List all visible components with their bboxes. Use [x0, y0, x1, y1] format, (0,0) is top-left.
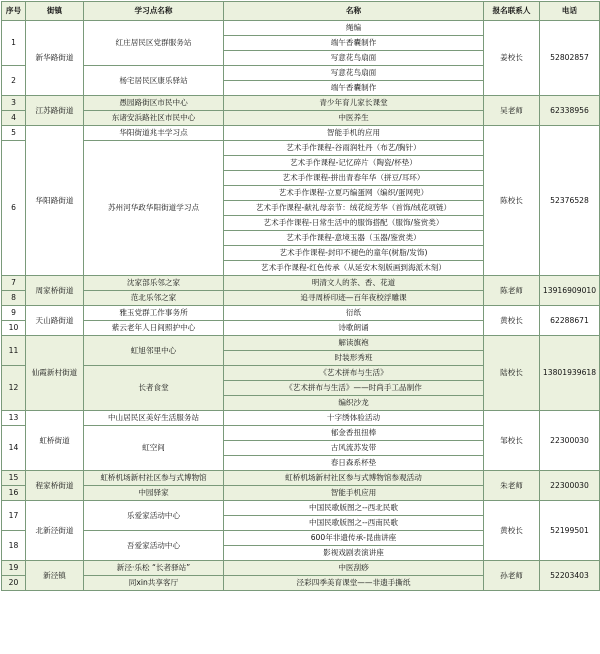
- contact-cell: 姜校长: [484, 21, 540, 96]
- site-cell: 范北乐邻之家: [84, 291, 224, 306]
- header-contact: 报名联系人: [484, 2, 540, 21]
- phone-cell: 62288671: [540, 306, 600, 336]
- course-cell: 绳编: [224, 21, 484, 36]
- site-cell: 新泾·乐松 “长者驿站”: [84, 561, 224, 576]
- header-name: 名称: [224, 2, 484, 21]
- row-no: 1: [2, 21, 26, 66]
- phone-cell: 22300030: [540, 411, 600, 471]
- street-cell: 周家桥街道: [26, 276, 84, 306]
- course-cell: 明清文人的茶、香、花道: [224, 276, 484, 291]
- phone-cell: 22300030: [540, 471, 600, 501]
- row-no: 20: [2, 576, 26, 591]
- course-cell: 艺术手作课程-立夏巧编蛋网（编织/蛋网兜）: [224, 186, 484, 201]
- header-phone: 电话: [540, 2, 600, 21]
- course-cell: 艺术手作课程-意境玉器（玉器/鉴赏类）: [224, 231, 484, 246]
- row-no: 2: [2, 66, 26, 96]
- phone-cell: 13801939618: [540, 336, 600, 411]
- course-cell: 艺术手作课程-封印不褪色的童年(树脂/发饰): [224, 246, 484, 261]
- site-cell: 虹旭邻里中心: [84, 336, 224, 366]
- contact-cell: 陆校长: [484, 336, 540, 411]
- site-cell: 长者食堂: [84, 366, 224, 411]
- phone-cell: 52802857: [540, 21, 600, 96]
- row-no: 4: [2, 111, 26, 126]
- street-cell: 华阳路街道: [26, 126, 84, 276]
- header-no: 序号: [2, 2, 26, 21]
- street-cell: 仙霞新村街道: [26, 336, 84, 411]
- course-cell: 衍纸: [224, 306, 484, 321]
- row-no: 17: [2, 501, 26, 531]
- phone-cell: 52376528: [540, 126, 600, 276]
- street-cell: 程家桥街道: [26, 471, 84, 501]
- course-cell: 智能手机应用: [224, 486, 484, 501]
- street-cell: 天山路街道: [26, 306, 84, 336]
- registration-table: [1, 1, 600, 591]
- row-no: 3: [2, 96, 26, 111]
- site-cell: 苏州河华政华阳街道学习点: [84, 141, 224, 276]
- row-no: 18: [2, 531, 26, 561]
- course-cell: 艺术手作课程-献礼母亲节：绒花绽芳华（首饰/绒花项链）: [224, 201, 484, 216]
- course-cell: 《艺术拼布与生活》——时尚手工品制作: [224, 381, 484, 396]
- site-cell: 乐爱家活动中心: [84, 501, 224, 531]
- site-cell: 中园驿家: [84, 486, 224, 501]
- site-cell: 华阳街道兆丰学习点: [84, 126, 224, 141]
- contact-cell: 陈老师: [484, 276, 540, 306]
- course-cell: 时装形秀班: [224, 351, 484, 366]
- site-cell: 同xin共享客厅: [84, 576, 224, 591]
- course-cell: 艺术手作课程-拼出青春年华（拼豆/耳环）: [224, 171, 484, 186]
- site-cell: 沈家部乐邻之家: [84, 276, 224, 291]
- course-cell: 智能手机的应用: [224, 126, 484, 141]
- contact-cell: 邹校长: [484, 411, 540, 471]
- site-cell: 虹桥机场新村社区参与式博物馆: [84, 471, 224, 486]
- row-no: 5: [2, 126, 26, 141]
- row-no: 6: [2, 141, 26, 276]
- site-cell: 红庄居民区党群服务站: [84, 21, 224, 66]
- street-cell: 虹桥街道: [26, 411, 84, 471]
- contact-cell: 孙老师: [484, 561, 540, 591]
- course-cell: 春日森系杯垫: [224, 456, 484, 471]
- course-cell: 编织沙龙: [224, 396, 484, 411]
- street-cell: 新泾镇: [26, 561, 84, 591]
- phone-cell: 52199501: [540, 501, 600, 561]
- course-cell: 写意花鸟扇面: [224, 66, 484, 81]
- course-cell: 中国民歌版图之--西南民歌: [224, 516, 484, 531]
- course-cell: 古风流苏发带: [224, 441, 484, 456]
- site-cell: 雅玉党群工作事务所: [84, 306, 224, 321]
- contact-cell: 吴老师: [484, 96, 540, 126]
- phone-cell: 52203403: [540, 561, 600, 591]
- course-cell: 解读旗袍: [224, 336, 484, 351]
- course-cell: 艺术手作课程-红色传承（从延安木刻版画到海派木刻）: [224, 261, 484, 276]
- row-no: 10: [2, 321, 26, 336]
- course-cell: 艺术手作课程-日常生活中的服饰搭配（服饰/鉴赏类）: [224, 216, 484, 231]
- course-cell: 600年非遗传承-昆曲讲座: [224, 531, 484, 546]
- site-cell: 中山居民区美好生活服务站: [84, 411, 224, 426]
- row-no: 8: [2, 291, 26, 306]
- course-cell: 泾彩四季美育课堂——非遗手撕纸: [224, 576, 484, 591]
- site-cell: 杨宅居民区康乐驿站: [84, 66, 224, 96]
- course-cell: 《艺术拼布与生活》: [224, 366, 484, 381]
- row-no: 13: [2, 411, 26, 426]
- row-no: 15: [2, 471, 26, 486]
- contact-cell: 陈校长: [484, 126, 540, 276]
- row-no: 7: [2, 276, 26, 291]
- course-cell: 中医刮痧: [224, 561, 484, 576]
- row-no: 16: [2, 486, 26, 501]
- site-cell: 紫云老年人日间照护中心: [84, 321, 224, 336]
- course-cell: 端午香囊制作: [224, 81, 484, 96]
- site-cell: 虹空间: [84, 426, 224, 471]
- site-cell: 愚园路街区市民中心: [84, 96, 224, 111]
- course-cell: 写意花鸟扇面: [224, 51, 484, 66]
- street-cell: 北新泾街道: [26, 501, 84, 561]
- row-no: 12: [2, 366, 26, 411]
- phone-cell: 13916909010: [540, 276, 600, 306]
- row-no: 9: [2, 306, 26, 321]
- row-no: 14: [2, 426, 26, 471]
- header-site: 学习点名称: [84, 2, 224, 21]
- row-no: 11: [2, 336, 26, 366]
- course-cell: 艺术手作课程-谷雨润牡丹（布艺/胸针）: [224, 141, 484, 156]
- course-cell: 追寻周桥印迹—百年夜校浮雕课: [224, 291, 484, 306]
- course-cell: 青少年育儿家长课堂: [224, 96, 484, 111]
- site-cell: 东诸安浜路社区市民中心: [84, 111, 224, 126]
- course-cell: 诗歌朗诵: [224, 321, 484, 336]
- course-cell: 艺术手作课程-记忆碎片（陶瓷/杯垫）: [224, 156, 484, 171]
- course-cell: 虹桥机场新村社区参与式博物馆参观活动: [224, 471, 484, 486]
- header-street: 街镇: [26, 2, 84, 21]
- site-cell: 吾爱家活动中心: [84, 531, 224, 561]
- course-cell: 中医养生: [224, 111, 484, 126]
- row-no: 19: [2, 561, 26, 576]
- contact-cell: 黄校长: [484, 306, 540, 336]
- contact-cell: 黄校长: [484, 501, 540, 561]
- street-cell: 新华路街道: [26, 21, 84, 96]
- course-cell: 十字绣体验活动: [224, 411, 484, 426]
- course-cell: 郁金香扭扭棒: [224, 426, 484, 441]
- course-cell: 端午香囊制作: [224, 36, 484, 51]
- course-cell: 中国民歌版图之--西北民歌: [224, 501, 484, 516]
- contact-cell: 朱老师: [484, 471, 540, 501]
- phone-cell: 62338956: [540, 96, 600, 126]
- street-cell: 江苏路街道: [26, 96, 84, 126]
- course-cell: 影视戏剧表演讲座: [224, 546, 484, 561]
